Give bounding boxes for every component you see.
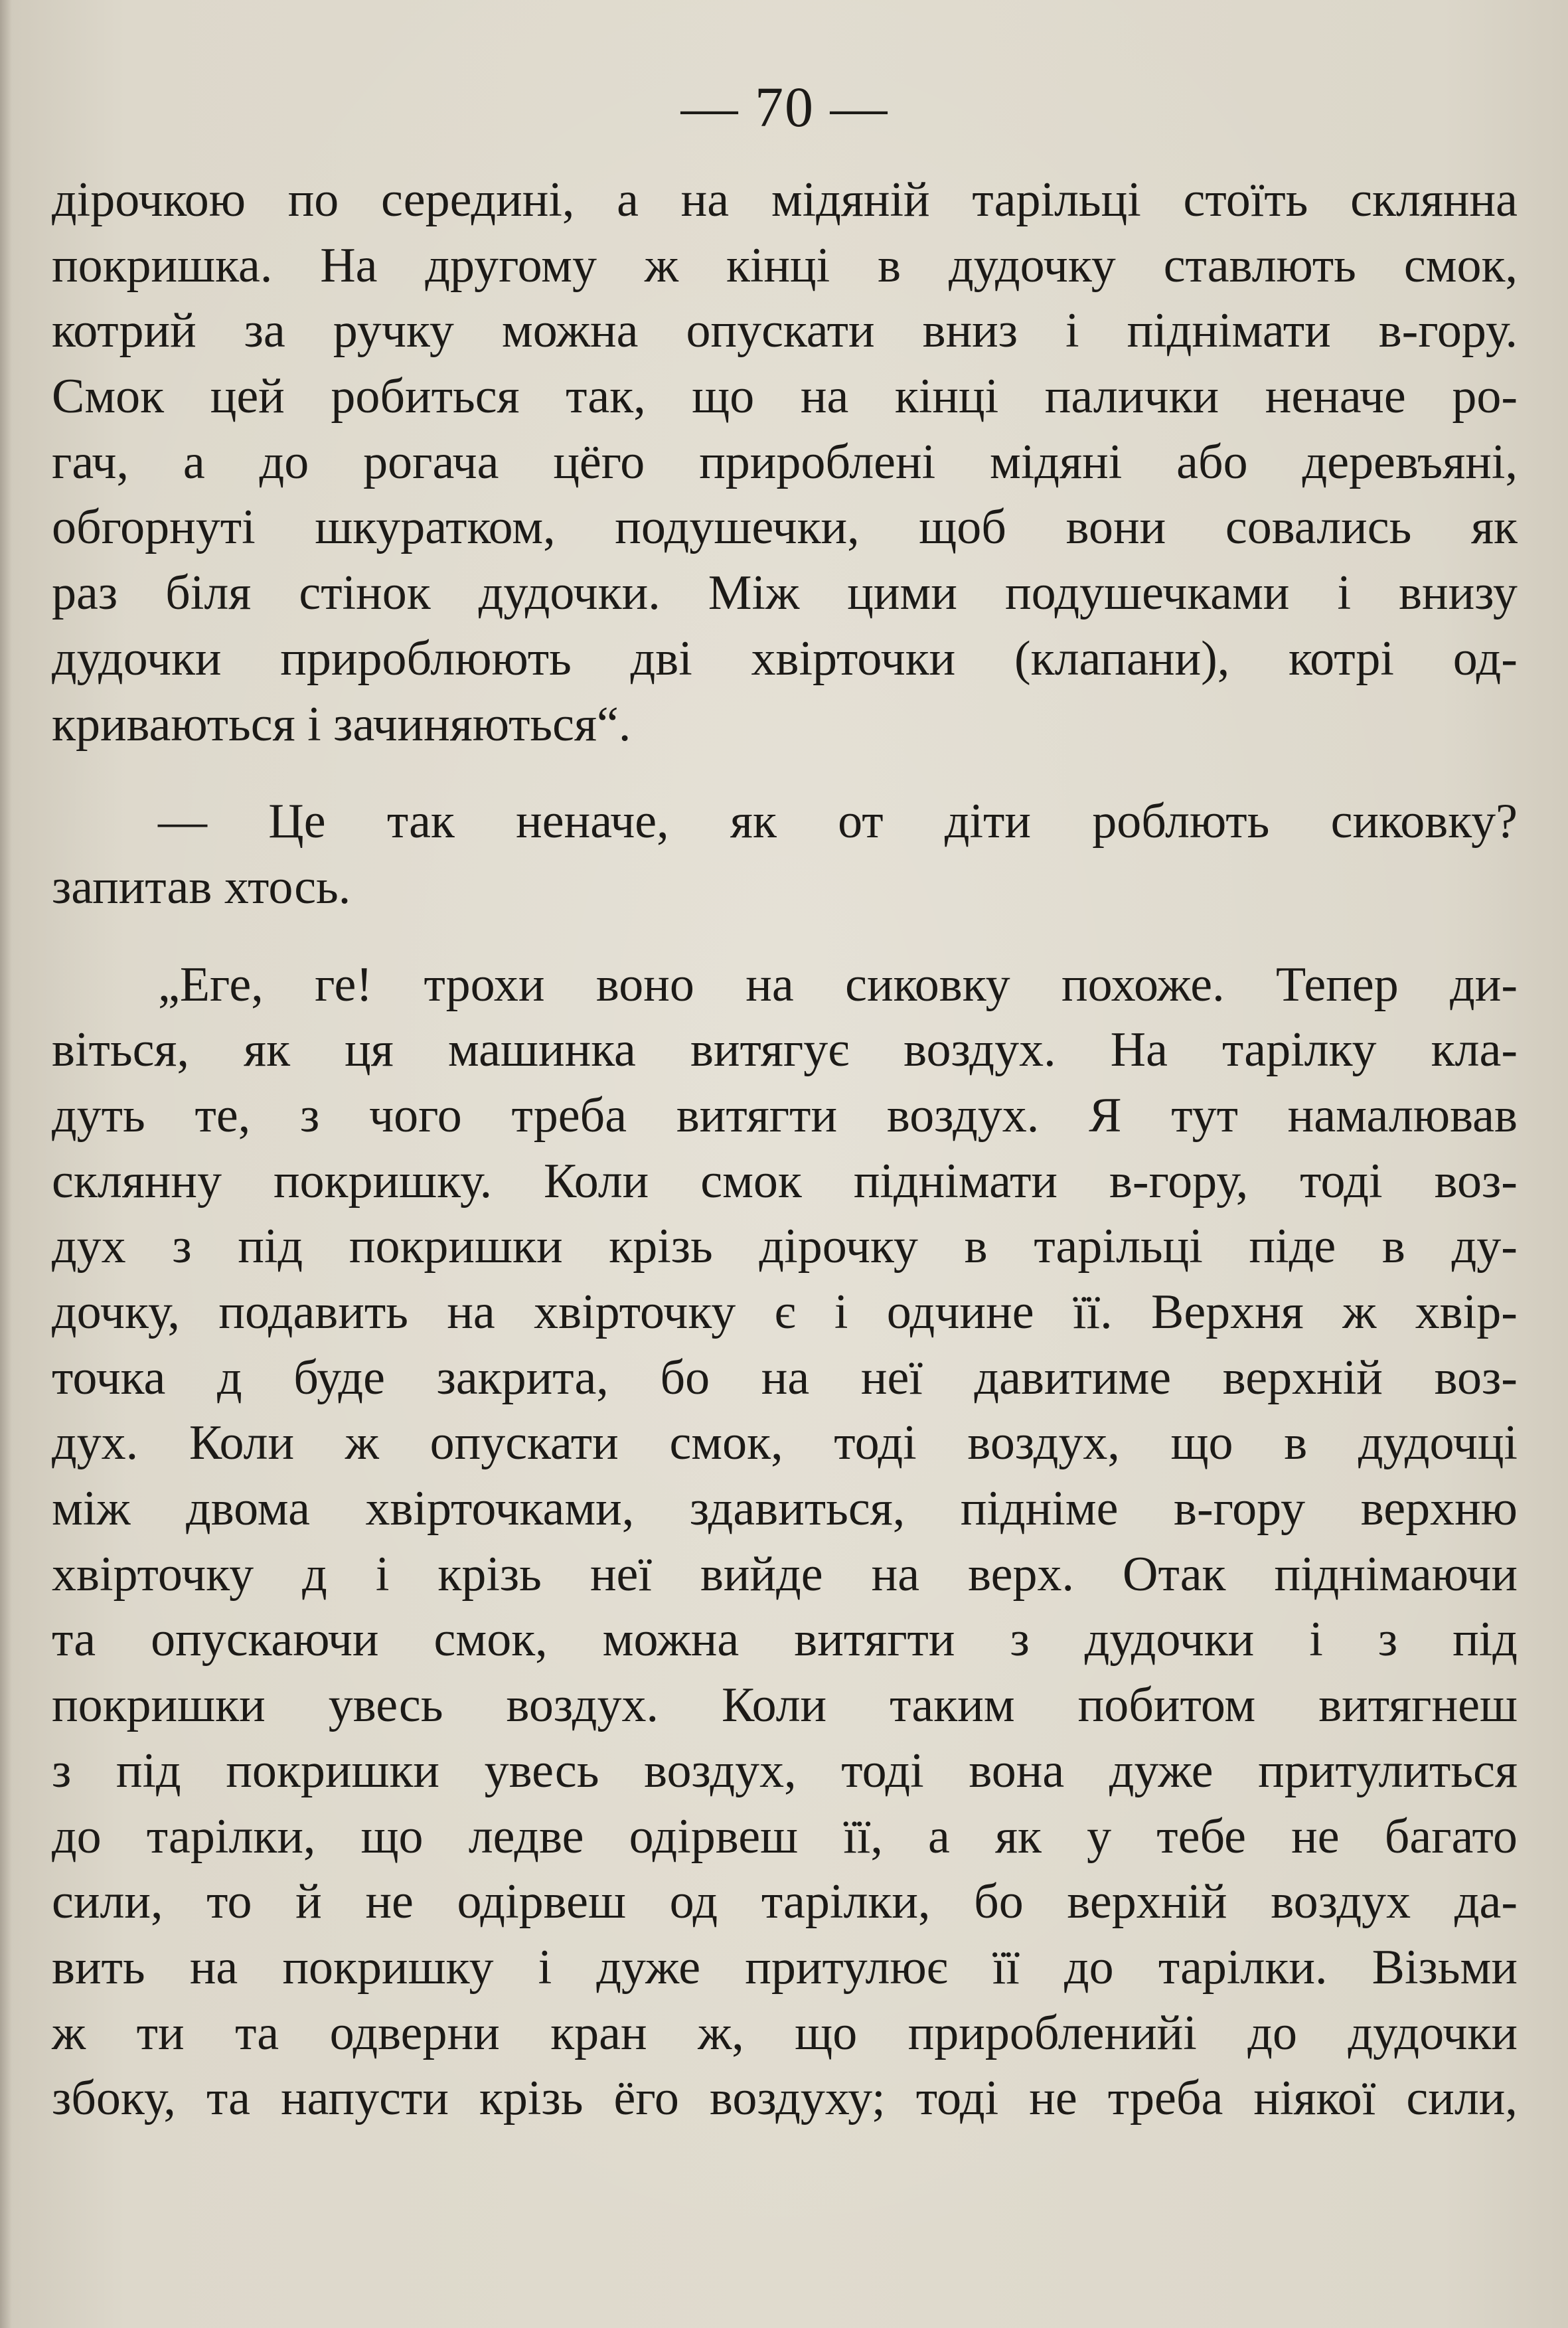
text-line: збоку, та напусти крізь ёго воздуху; тоді не треба ніякої сили, xyxy=(52,2071,1518,2126)
text-line: між двома хвірточками, здавиться, підніме в-гору верхню xyxy=(52,1481,1518,1537)
text-line: дух. Коли ж опускати смок, тоді воздух, що в дудочці xyxy=(52,1416,1518,1471)
text-line: дудочки прироблюють дві хвірточки (клапани), котрі од- xyxy=(52,631,1518,686)
text-line: котрий за ручку можна опускати вниз і піднімати в-гору. xyxy=(52,303,1518,359)
text-line: ж ти та одверни кран ж, що приробленийі до дудочки xyxy=(52,2005,1518,2060)
text-line: раз біля стінок дудочки. Між цими подушечками і внизу xyxy=(52,566,1518,621)
paragraph-2 xyxy=(52,789,1518,920)
text-line: сили, то й не одірвеш од тарілки, бо верхній воздух да- xyxy=(52,1874,1518,1930)
paragraph-1 xyxy=(52,167,1518,757)
text-line: вить на покришку і дуже притулює її до тарілки. Візьми xyxy=(52,1940,1518,1995)
text-line: дух з під покришки крізь дірочку в тарільці піде в ду- xyxy=(52,1219,1518,1274)
text-line: криваються і зачиняються“. xyxy=(52,697,631,752)
text-line: та опускаючи смок, можна витягти з дудочки і з під xyxy=(52,1612,1518,1667)
text-line: хвірточку д і крізь неї вийде на верх. Отак піднімаючи xyxy=(52,1546,1518,1602)
text-line: „Еге, ге! трохи воно на сиковку похоже. Тепер ди- xyxy=(158,957,1518,1012)
text-line: з під покришки увесь воздух, тоді вона дуже притулиться xyxy=(52,1743,1518,1798)
text-line: Смок цей робиться так, що на кінці палички неначе ро- xyxy=(52,369,1518,424)
page-number: — 70 — xyxy=(680,75,889,139)
text-line: дірочкою по середині, а на мідяній тарільці стоїть склянна xyxy=(52,173,1518,227)
page-edge-shadow xyxy=(0,0,12,2328)
paragraph-gap xyxy=(52,757,1518,789)
text-line: покришка. На другому ж кінці в дудочку ставлють смок, xyxy=(52,238,1518,293)
text-line: склянну покришку. Коли смок піднімати в-гору, тоді воз- xyxy=(52,1153,1518,1208)
text-line: запитав хтось. xyxy=(52,859,351,914)
text-line: — Це так неначе, як от діти роблють сиковку? xyxy=(158,794,1518,849)
text-line: дуть те, з чого треба витягти воздух. Я тут намалював xyxy=(52,1088,1518,1143)
text-line: дочку, подавить на хвірточку є і одчине її. Верхня ж хвір- xyxy=(52,1285,1518,1339)
paragraph-gap xyxy=(52,920,1518,952)
body-text xyxy=(52,167,1518,2131)
paragraph-3 xyxy=(52,952,1518,2131)
text-line: віться, як ця машинка витягує воздух. На тарілку кла- xyxy=(52,1023,1518,1078)
text-line: обгорнуті шкуратком, подушечки, щоб вони совались як xyxy=(52,500,1518,555)
text-line: покришки увесь воздух. Коли таким побитом витягнеш xyxy=(52,1678,1518,1733)
text-line: гач, а до рогача цёго приробленi мідяні або деревъяні, xyxy=(52,434,1518,489)
text-line: точка д буде закрита, бо на неї давитиме верхній воз- xyxy=(52,1350,1518,1405)
text-line: до тарілки, що ледве одірвеш її, а як у тебе не багато xyxy=(52,1809,1518,1864)
